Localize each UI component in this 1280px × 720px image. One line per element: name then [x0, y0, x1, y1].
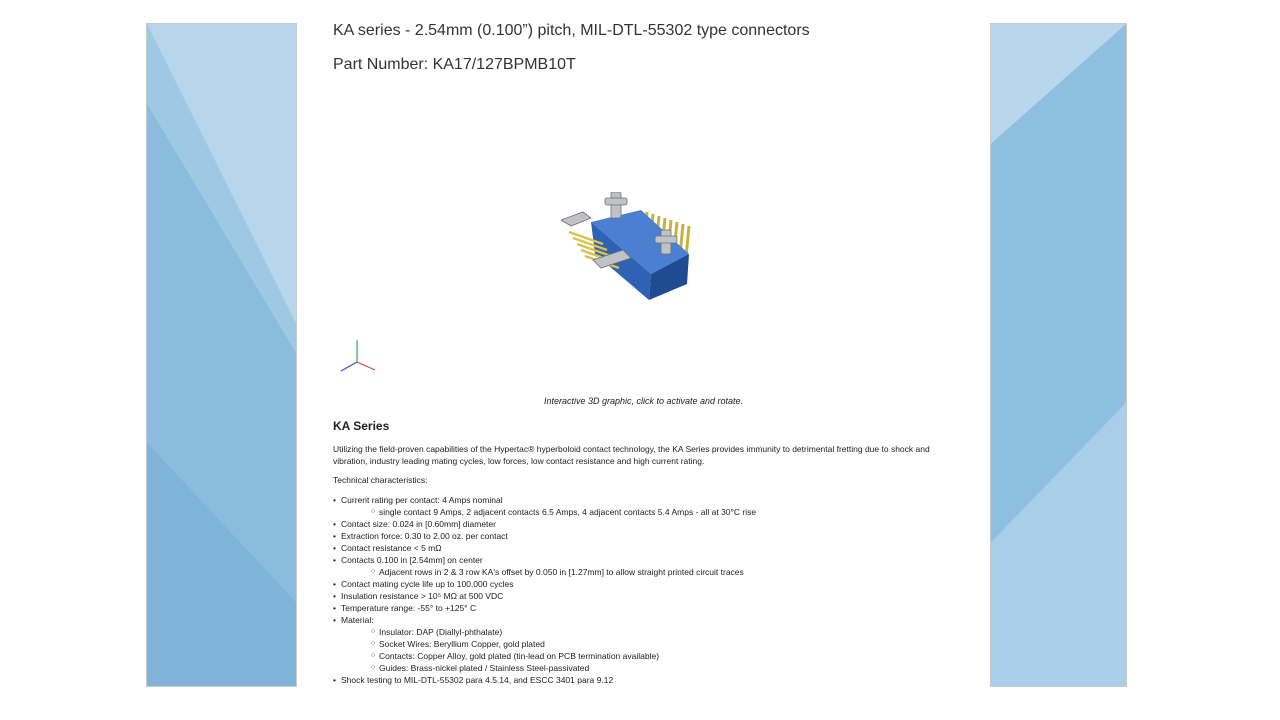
- spec-subitem: ○ Socket Wires: Beryllium Copper, gold plated: [371, 638, 973, 650]
- spec-item: • Shock testing to MIL-DTL-55302 para 4.5.14, and ESCC 3401 para 9.12: [333, 674, 973, 686]
- part-number: Part Number: KA17/127BPMB10T: [333, 56, 576, 73]
- spec-item: • Extraction force: 0.30 to 2.00 oz. per contact: [333, 530, 973, 542]
- tech-characteristics-label: Technical characteristics:: [333, 475, 428, 485]
- document-page: [297, 0, 990, 690]
- spec-item: • Temperature range: -55° to +125° C: [333, 602, 973, 614]
- spec-list: [333, 494, 973, 686]
- spec-subitem: ○ Guides: Brass-nickel plated / Stainless Steel-passivated: [371, 662, 973, 674]
- connector-3d-model[interactable]: [561, 192, 711, 312]
- spec-item: • Insulation resistance > 10⁵ MΩ at 500 VDC: [333, 590, 973, 602]
- spec-item: • Contact mating cycle life up to 100,000 cycles: [333, 578, 973, 590]
- right-side-panel: [990, 23, 1127, 687]
- spec-item: • Material: ○ Insulator: DAP (Diallyl-phthalate) ○ Socket Wires: Beryllium Copper, gold plated ○ Contacts: Copper Alloy, gold plated (tin-lead on PCB termination available) ○ Guides: Brass-nickel plated / Stainless Steel-passivated: [333, 614, 973, 674]
- xyz-axis-icon: [337, 338, 377, 378]
- viewer-caption: Interactive 3D graphic, click to activate and rotate.: [543, 396, 744, 406]
- spec-item: • Contact size: 0.024 in [0.60mm] diameter: [333, 518, 973, 530]
- intro-paragraph: Utilizing the field-proven capabilities of the Hypertac® hyperboloid contact technology, the KA Series provides immunity to detrimental fretting due to shock and vibration, industry leading mating cycles, low forces, low contact resistance and high current rating.: [333, 444, 930, 466]
- spec-subitem: ○ Insulator: DAP (Diallyl-phthalate): [371, 626, 973, 638]
- spec-item: • Contact resistance < 5 mΩ: [333, 542, 973, 554]
- spec-subitem: ○ Contacts: Copper Alloy, gold plated (tin-lead on PCB termination available): [371, 650, 973, 662]
- left-side-panel: [146, 23, 297, 687]
- 3d-viewer[interactable]: [333, 120, 953, 390]
- section-heading: KA Series: [333, 419, 390, 433]
- spec-subitem: ○ single contact 9 Amps, 2 adjacent contacts 6.5 Amps, 4 adjacent contacts 5.4 Amps - all at 30°C rise: [371, 506, 973, 518]
- spec-item: • Contacts 0.100 in [2.54mm] on center ○ Adjacent rows in 2 & 3 row KA's offset by 0.050 in [1.27mm] to allow straight printed circuit traces: [333, 554, 973, 578]
- page-title: KA series - 2.54mm (0.100”) pitch, MIL-DTL-55302 type connectors: [333, 22, 810, 39]
- spec-item: • Current rating per contact: 4 Amps nominal ○ single contact 9 Amps, 2 adjacent contacts 6.5 Amps, 4 adjacent contacts 5.4 Amps - all at 30°C rise: [333, 494, 973, 518]
- spec-subitem: ○ Adjacent rows in 2 & 3 row KA's offset by 0.050 in [1.27mm] to allow straight printed circuit traces: [371, 566, 973, 578]
